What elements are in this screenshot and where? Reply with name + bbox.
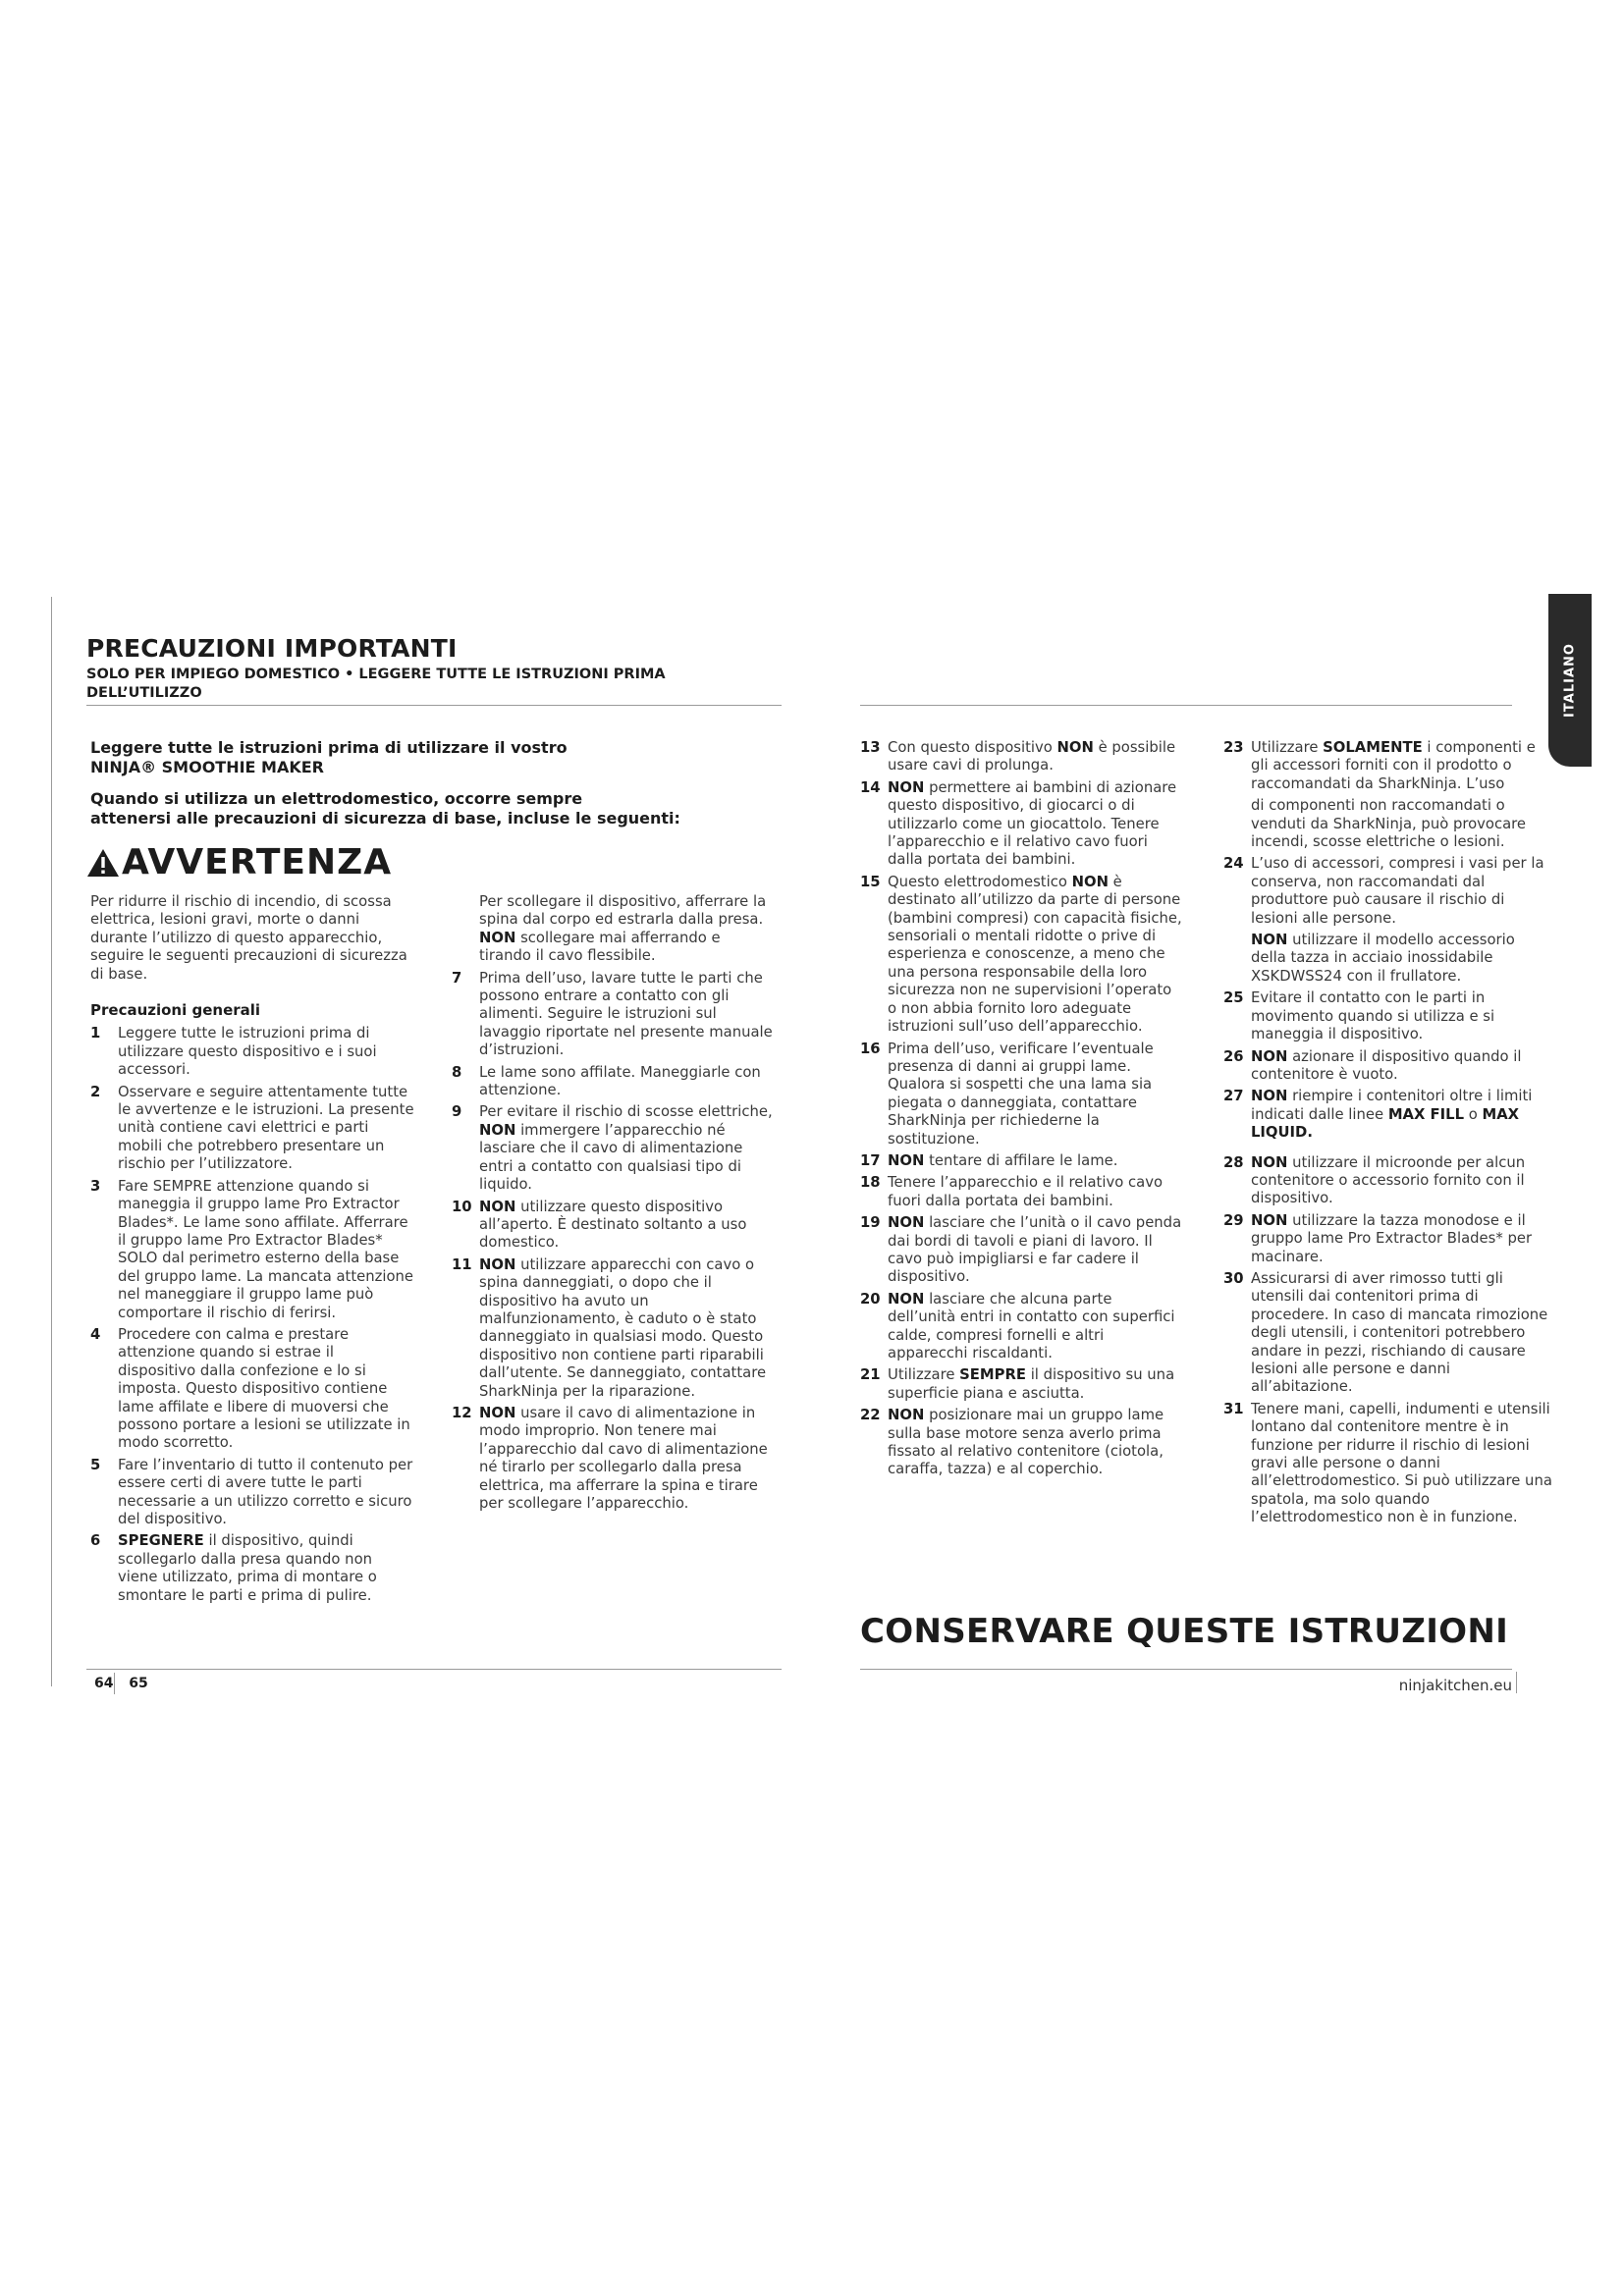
list-item: [1223, 1212, 1553, 1266]
list-item-text: [888, 1214, 1184, 1287]
emphasis-text: NON: [888, 1151, 925, 1169]
page-number-separator: [114, 1673, 115, 1694]
list-item: [1223, 1154, 1553, 1208]
body-text: Utilizzare: [1251, 739, 1324, 756]
list-item: [90, 1532, 414, 1605]
list-item-text: [479, 1405, 776, 1513]
body-text: Assicurarsi di aver rimosso tutti gli utensili dai contenitori prima di procedere. In caso di mancata rimozione degli utensili, i contenitori potrebbero andare in pezzi, rischiando di causare lesioni alle persone e danni all’abitazione.: [1251, 1269, 1548, 1396]
list-item: [90, 1025, 414, 1079]
list-item-text: [1251, 932, 1553, 986]
body-text: Procedere con calma e prestare attenzione quando si estrae il dispositivo dalla confezione e lo si imposta. Questo dispositivo contiene lame affilate e libere di muoversi che possono portare a lesioni se utilizzate in modo scorretto.: [118, 1325, 410, 1452]
list-item-number: [1223, 797, 1251, 851]
body-text: Prima dell’uso, verificare l’eventuale presenza di danni ai gruppi lame. Qualora si sospetti che una lama sia piegata o danneggiata, contattare SharkNinja per richiederne la sostituzione.: [888, 1040, 1154, 1148]
intro-line-3: Quando si utilizza un elettrodomestico, occorre sempre: [90, 789, 583, 808]
list-item: [452, 1103, 776, 1194]
list-item-text: [118, 1326, 414, 1453]
warning-title: AVVERTENZA: [122, 842, 393, 882]
body-text: usare il cavo di alimentazione in modo improprio. Non tenere mai l’apparecchio dal cavo di alimentazione né tirarlo per scollegarlo dalla presa elettrica, ma afferrare la spina e tirare per scollegare l’apparecchio.: [479, 1404, 768, 1512]
list-item-text: [479, 1256, 776, 1401]
warning-triangle-icon: [86, 848, 120, 878]
body-text: Leggere tutte le istruzioni prima di utilizzare questo dispositivo e i suoi accessori.: [118, 1025, 377, 1079]
list-item: [860, 1041, 1184, 1148]
list-item: [1223, 739, 1553, 793]
list-item: [1223, 1048, 1553, 1085]
body-text: i componenti e gli accessori forniti con il prodotto o raccomandati da SharkNinja. L’uso: [1251, 739, 1536, 792]
header-rule-left: [86, 705, 782, 706]
page-subtitle: SOLO PER IMPIEGO DOMESTICO • LEGGERE TUTTE LE ISTRUZIONI PRIMA DELL’UTILIZZO: [86, 667, 666, 701]
list-item-text: [479, 893, 776, 966]
intro-block: [90, 738, 719, 828]
list-item: [1223, 1088, 1553, 1142]
body-text: posizionare mai un gruppo lame sulla base motore senza averlo prima fissato al relativo contenitore (ciotola, caraffa, tazza) e al coperchio.: [888, 1407, 1164, 1478]
body-text: utilizzare la tazza monodose e il gruppo lame Pro Extractor Blades* per macinare.: [1251, 1211, 1533, 1265]
list-item: [452, 1199, 776, 1253]
list-item-text: [1251, 989, 1553, 1043]
emphasis-text: NON: [888, 1214, 925, 1232]
list-item-number: 1: [90, 1025, 101, 1042]
body-text: immergere l’apparecchio né lasciare che il cavo di alimentazione entri a contatto con qualsiasi tipo di liquido.: [479, 1121, 743, 1194]
body-text: lasciare che l’unità o il cavo penda dai bordi di tavoli e piani di lavoro. Il cavo può impigliarsi e far cadere il dispositivo.: [888, 1214, 1182, 1286]
list-item-text: [479, 1103, 776, 1194]
list-item: [860, 1152, 1184, 1170]
body-text: il dispositivo su una superficie piana e asciutta.: [888, 1366, 1175, 1402]
column-4: [1223, 739, 1553, 1539]
list-item-number: 25: [1223, 989, 1244, 1007]
emphasis-text: NON: [1251, 1047, 1288, 1065]
body-text: Questo elettrodomestico: [888, 873, 1072, 890]
list-item: [860, 1291, 1184, 1363]
list-item-number: 8: [452, 1063, 462, 1081]
list-item-text: [888, 1152, 1184, 1170]
page-number-left: 64: [94, 1676, 114, 1691]
list-item: [860, 779, 1184, 870]
body-text: scollegare mai afferrando e tirando il cavo flessibile.: [479, 929, 721, 965]
body-text: Utilizzare: [888, 1366, 960, 1384]
list-item-text: [888, 1407, 1184, 1479]
list-item-number: 24: [1223, 855, 1244, 873]
emphasis-text: NON: [1251, 1211, 1288, 1229]
footer-rule-right: [860, 1669, 1512, 1670]
list-item-number: 26: [1223, 1047, 1244, 1065]
emphasis-text: NON: [888, 1407, 925, 1424]
list-item-number: 27: [1223, 1088, 1244, 1105]
list-item: [860, 1174, 1184, 1210]
list-item: [860, 1407, 1184, 1479]
emphasis-text: SOLAMENTE: [1323, 739, 1423, 756]
list-item: [1223, 989, 1553, 1043]
list-item-number: 3: [90, 1177, 101, 1195]
list-item-text: [1251, 1088, 1553, 1142]
language-tab-label: ITALIANO: [1562, 643, 1578, 718]
list-item-number: 17: [860, 1151, 881, 1169]
column-3: [860, 739, 1184, 1483]
list-item-number: 18: [860, 1174, 881, 1192]
list-item-number: 21: [860, 1366, 881, 1384]
list-item: [452, 1256, 776, 1401]
list-item-number: 20: [860, 1290, 881, 1308]
list-item-text: [888, 1174, 1184, 1210]
body-text: è destinato all’utilizzo da parte di persone (bambini compresi) con capacità fisiche, sensoriali o mentali ridotte o prive di esperienza e conoscenze, a meno che una persona responsabile della loro sicurezza non ne supervisioni l’operato o non abbia fornito loro adeguate istruzioni sull’uso dell’apparecchio.: [888, 873, 1182, 1036]
list-item-text: [1251, 739, 1553, 793]
list-item-text: [1251, 797, 1553, 851]
body-text: permettere ai bambini di azionare questo dispositivo, di giocarci o di utilizzarlo come un giocattolo. Tenere l’apparecchio e il relativo cavo fuori dalla portata dei bambini.: [888, 778, 1177, 869]
body-text: Tenere mani, capelli, indumenti e utensili lontano dal contenitore mentre è in funzione per ridurre il rischio di lesioni gravi alle persone o danni all’elettrodomestico. Si può utilizzare una spatola, ma solo quando l’elettrodomestico non è in funzione.: [1251, 1400, 1552, 1526]
list-item: [860, 739, 1184, 775]
body-text: azionare il dispositivo quando il contenitore è vuoto.: [1251, 1047, 1522, 1083]
body-text: Per scollegare il dispositivo, afferrare la spina dal corpo ed estrarla dalla presa.: [479, 893, 767, 929]
footer-rule-left: [86, 1669, 782, 1670]
list-item-text: [888, 779, 1184, 870]
body-text: Fare SEMPRE attenzione quando si maneggia il gruppo lame Pro Extractor Blades*. Le lame sono affilate. Afferrare il gruppo lame Pro Extractor Blades* SOLO dal perimetro esterno della base del gruppo lame. La mancata attenzione nel maneggiare il gruppo lame può comportare il rischio di ferirsi.: [118, 1177, 414, 1321]
list-item-text: [888, 1041, 1184, 1148]
list-item: [90, 1084, 414, 1174]
list-item: [1223, 1401, 1553, 1527]
header-rule-right: [860, 705, 1512, 706]
list-item: [452, 893, 776, 966]
list-item: [860, 1214, 1184, 1287]
list-item-number: 23: [1223, 739, 1244, 756]
list-item-number: 13: [860, 739, 881, 756]
list-item: [1223, 932, 1553, 986]
emphasis-text: NON: [1056, 739, 1094, 756]
body-text: Osservare e seguire attentamente tutte le avvertenze e le istruzioni. La presente unità contiene cavi elettrici e parti mobili che potrebbero presentare un rischio per l’utilizzatore.: [118, 1083, 414, 1173]
list-item-number: 7: [452, 969, 462, 987]
intro-line-4: attenersi alle precauzioni di sicurezza di base, incluse le seguenti:: [90, 809, 680, 828]
column-1: [90, 893, 414, 1609]
list-item-number: 19: [860, 1214, 881, 1232]
body-text: utilizzare il microonde per alcun contenitore o accessorio fornito con il dispositivo.: [1251, 1153, 1526, 1207]
list-item-text: [888, 1291, 1184, 1363]
list-item: [1223, 1270, 1553, 1397]
emphasis-text: NON: [479, 929, 516, 946]
emphasis-text: NON: [479, 1121, 516, 1139]
body-text: lasciare che alcuna parte dell’unità entri in contatto con superfici calde, compresi fornelli e altri apparecchi riscaldanti.: [888, 1290, 1175, 1362]
list-item-number: 4: [90, 1325, 101, 1343]
list-item-number: 2: [90, 1083, 101, 1100]
emphasis-text: NON: [479, 1404, 516, 1421]
list-item-text: [118, 1178, 414, 1322]
emphasis-text: MAX FILL: [1387, 1105, 1465, 1123]
list-item-text: [1251, 1154, 1553, 1208]
list-item-text: [1251, 1048, 1553, 1085]
emphasis-text: MAX LIQUID.: [1251, 1105, 1520, 1142]
list-item-number: 31: [1223, 1400, 1244, 1417]
emphasis-text: SPEGNERE: [118, 1532, 204, 1550]
emphasis-text: SEMPRE: [959, 1366, 1026, 1384]
list-item-number: 28: [1223, 1153, 1244, 1171]
keep-instructions-title: CONSERVARE QUESTE ISTRUZIONI: [860, 1612, 1509, 1651]
list-item-number: 12: [452, 1404, 472, 1421]
emphasis-text: NON: [888, 778, 925, 796]
list-item-number: 30: [1223, 1269, 1244, 1287]
list-item: [1223, 855, 1553, 928]
list-item-number: [1223, 932, 1251, 986]
list-item-text: [888, 1366, 1184, 1403]
emphasis-text: NON: [1251, 932, 1288, 949]
page-numbers: [94, 1676, 148, 1691]
body-text: è possibile usare cavi di prolunga.: [888, 739, 1176, 774]
list-item-text: [118, 1025, 414, 1079]
body-text: Con questo dispositivo: [888, 739, 1057, 756]
list-item-text: [888, 739, 1184, 775]
emphasis-text: NON: [888, 1290, 925, 1308]
emphasis-text: NON: [479, 1255, 516, 1273]
list-item-text: [888, 874, 1184, 1037]
list-item-number: 29: [1223, 1211, 1244, 1229]
list-item: [90, 1457, 414, 1529]
list-item: [90, 1326, 414, 1453]
list-item-number: 15: [860, 873, 881, 890]
intro-line-2: NINJA® SMOOTHIE MAKER: [90, 758, 324, 776]
list-item-number: 14: [860, 778, 881, 796]
list-item-text: [479, 1064, 776, 1100]
list-item-number: 10: [452, 1198, 472, 1215]
body-text: Per evitare il rischio di scosse elettriche,: [479, 1103, 773, 1121]
general-precautions-heading: Precauzioni generali: [90, 1001, 261, 1020]
list-item-number: 16: [860, 1040, 881, 1057]
emphasis-text: NON: [479, 1198, 516, 1215]
list-item-number: 22: [860, 1407, 881, 1424]
body-text: Tenere l’apparecchio e il relativo cavo fuori dalla portata dei bambini.: [888, 1174, 1163, 1209]
list-item: [452, 1405, 776, 1513]
list-item: [860, 874, 1184, 1037]
list-item-text: [1251, 1212, 1553, 1266]
url-rule: [1516, 1672, 1517, 1693]
warning-text: Per ridurre il rischio di incendio, di scossa elettrica, lesioni gravi, morte o danni durante l’utilizzo di questo apparecchio, seguire le seguenti precauzioni di sicurezza di base.: [90, 893, 407, 983]
column-2: [452, 893, 776, 1517]
website-url: ninjakitchen.eu: [1398, 1677, 1512, 1694]
list-item: [860, 1366, 1184, 1403]
list-item-text: [1251, 1270, 1553, 1397]
body-text: di componenti non raccomandati o venduti da SharkNinja, può provocare incendi, scosse elettriche o lesioni.: [1251, 797, 1527, 851]
list-item-text: [1251, 1401, 1553, 1527]
emphasis-text: NON: [1251, 1153, 1288, 1171]
list-item-number: 6: [90, 1532, 101, 1550]
body-text: il dispositivo, quindi scollegarlo dalla presa quando non viene utilizzato, prima di montare o smontare le parti e prima di pulire.: [118, 1532, 377, 1604]
list-item-number: 11: [452, 1255, 472, 1273]
body-text: tentare di affilare le lame.: [924, 1151, 1118, 1169]
body-text: utilizzare il modello accessorio della tazza in acciaio inossidabile XSKDWSS24 con il frullatore.: [1251, 932, 1515, 985]
list-item-text: [479, 970, 776, 1060]
body-text: L’uso di accessori, compresi i vasi per la conserva, non raccomandati dal produttore può causare il rischio di lesioni alle persone.: [1251, 855, 1544, 927]
list-item-text: [118, 1084, 414, 1174]
body-text: Evitare il contatto con le parti in movimento quando si utilizza e si maneggia il dispositivo.: [1251, 989, 1495, 1043]
emphasis-text: NON: [1251, 1088, 1288, 1105]
list-item-text: [118, 1457, 414, 1529]
list-item-text: [479, 1199, 776, 1253]
body-text: Prima dell’uso, lavare tutte le parti che possono entrare a contatto con gli alimenti. Seguire le istruzioni sul lavaggio riportate nel presente manuale d’istruzioni.: [479, 969, 773, 1059]
list-item-number: 9: [452, 1103, 462, 1121]
body-text: Le lame sono affilate. Maneggiarle con attenzione.: [479, 1063, 761, 1099]
body-text: o: [1464, 1105, 1483, 1123]
list-item-number: [452, 893, 479, 966]
list-item: [90, 1178, 414, 1322]
body-text: utilizzare questo dispositivo all’aperto. È destinato soltanto a uso domestico.: [479, 1198, 747, 1252]
page-number-right: 65: [129, 1676, 148, 1691]
list-item: [452, 970, 776, 1060]
list-item: [1223, 797, 1553, 851]
left-margin-rule: [51, 597, 52, 1686]
list-item-text: [118, 1532, 414, 1605]
warning-heading: [86, 842, 392, 882]
list-item-number: 5: [90, 1456, 101, 1473]
body-text: riempire i contenitori oltre i limiti indicati dalle linee: [1251, 1088, 1533, 1123]
page-title: PRECAUZIONI IMPORTANTI: [86, 634, 458, 663]
list-item-text: [1251, 855, 1553, 928]
emphasis-text: NON: [1071, 873, 1109, 890]
list-item: [452, 1064, 776, 1100]
intro-line-1: Leggere tutte le istruzioni prima di utilizzare il vostro: [90, 738, 568, 757]
body-text: Fare l’inventario di tutto il contenuto per essere certi di avere tutte le parti necessarie a un utilizzo corretto e sicuro del dispositivo.: [118, 1456, 413, 1527]
body-text: utilizzare apparecchi con cavo o spina danneggiati, o dopo che il dispositivo ha avuto un malfunzionamento, è caduto o è stato danneggiato in qualsiasi modo. Questo dispositivo non contiene parti riparabili dall’utente. Se danneggiato, contattare SharkNinja per la riparazione.: [479, 1255, 767, 1400]
language-tab: [1548, 594, 1592, 767]
